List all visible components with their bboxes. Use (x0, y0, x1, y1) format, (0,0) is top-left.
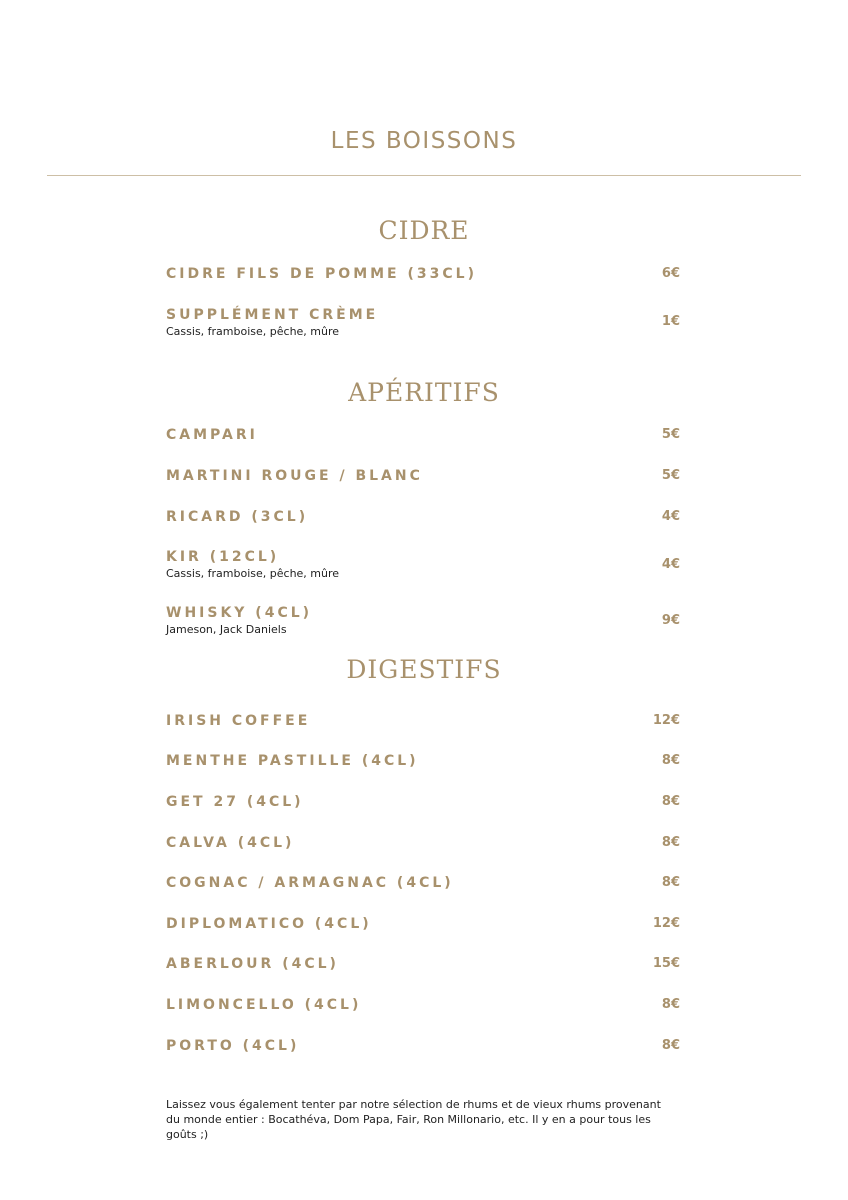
item-price: 4€ (661, 509, 680, 524)
menu-item-limoncello (166, 996, 680, 1014)
menu-item-irish-coffee (166, 712, 680, 730)
menu-item-calva (166, 834, 680, 852)
item-name: MENTHE PASTILLE (4CL) (166, 753, 419, 769)
item-price: 5€ (661, 427, 680, 442)
item-price: 1€ (661, 314, 680, 329)
menu-item-diplomatico (166, 915, 680, 933)
menu-item-kir (166, 548, 680, 581)
item-name: SUPPLÉMENT CRÈME (166, 307, 379, 323)
menu-item-campari (166, 426, 680, 444)
item-description: Cassis, framboise, pêche, mûre (166, 567, 340, 580)
section-title-digestifs: DIGESTIFS (346, 655, 502, 684)
item-name: CAMPARI (166, 427, 258, 443)
menu-item-get-27 (166, 793, 680, 811)
section-title-aperitifs: APÉRITIFS (348, 378, 500, 407)
menu-item-cognac-armagnac (166, 874, 680, 892)
item-description: Cassis, framboise, pêche, mûre (166, 325, 340, 338)
item-name: CIDRE FILS DE POMME (33CL) (166, 266, 477, 282)
page-title: LES BOISSONS (330, 128, 518, 154)
title-divider (47, 175, 801, 176)
item-price: 8€ (661, 794, 680, 809)
item-price: 8€ (661, 997, 680, 1012)
section-title-cidre: CIDRE (378, 216, 470, 245)
item-name: RICARD (3CL) (166, 509, 309, 525)
item-name: PORTO (4CL) (166, 1038, 300, 1054)
item-price: 8€ (661, 835, 680, 850)
item-name: GET 27 (4CL) (166, 794, 304, 810)
item-description: Jameson, Jack Daniels (166, 623, 287, 636)
menu-item-supplement-creme (166, 306, 680, 339)
menu-item-menthe-pastille (166, 752, 680, 770)
menu-item-ricard (166, 508, 680, 526)
item-price: 12€ (652, 713, 680, 728)
menu-item-cidre-fils-de-pomme (166, 265, 680, 283)
item-price: 12€ (652, 916, 680, 931)
item-price: 9€ (661, 613, 680, 628)
item-price: 8€ (661, 753, 680, 768)
item-price: 5€ (661, 468, 680, 483)
item-price: 6€ (661, 266, 680, 281)
item-name: IRISH COFFEE (166, 713, 311, 729)
menu-item-aberlour (166, 955, 680, 973)
item-name: MARTINI ROUGE / BLANC (166, 468, 423, 484)
footer-note: Laissez vous également tenter par notre sélection de rhums et de vieux rhums provenant du monde entier : Bocathéva, Dom Papa, Fair, Ron Millonario, etc. Il y en a pour tous les goûts ;) (166, 1098, 661, 1141)
item-name: CALVA (4CL) (166, 835, 295, 851)
item-price: 8€ (661, 875, 680, 890)
item-name: WHISKY (4CL) (166, 605, 313, 621)
item-price: 4€ (661, 557, 680, 572)
item-name: COGNAC / ARMAGNAC (4CL) (166, 875, 454, 891)
item-price: 15€ (652, 956, 680, 971)
item-name: LIMONCELLO (4CL) (166, 997, 362, 1013)
menu-item-martini (166, 467, 680, 485)
menu-item-whisky (166, 604, 680, 637)
item-name: ABERLOUR (4CL) (166, 956, 339, 972)
menu-item-porto (166, 1037, 680, 1055)
item-name: KIR (12CL) (166, 549, 280, 565)
item-price: 8€ (661, 1038, 680, 1053)
item-name: DIPLOMATICO (4CL) (166, 916, 372, 932)
